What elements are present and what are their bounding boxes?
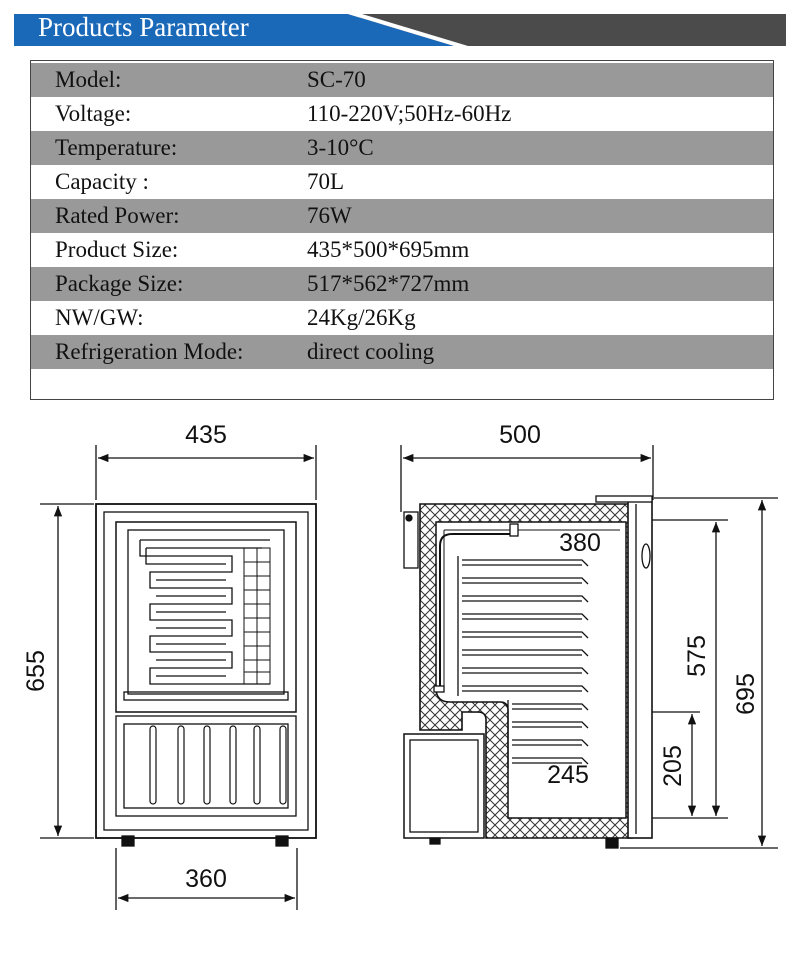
dim-inner-depth: 380 (559, 529, 601, 557)
spec-label: Product Size: (55, 237, 179, 262)
spec-table (30, 60, 774, 400)
spec-label: Package Size: (55, 271, 184, 296)
spec-value: 435*500*695mm (307, 237, 470, 262)
front-foot-right (276, 836, 288, 846)
spec-value: 517*562*727mm (307, 271, 470, 296)
technical-drawing (0, 400, 800, 972)
dim-side-depth: 500 (499, 421, 541, 449)
spec-value: 24Kg/26Kg (307, 305, 416, 330)
spec-label: NW/GW: (55, 305, 144, 330)
dim-lower-height: 205 (659, 745, 687, 787)
spec-row (31, 199, 773, 233)
spec-value: SC-70 (307, 67, 366, 92)
spec-row (31, 131, 773, 165)
spec-row (31, 63, 773, 97)
spec-label: Refrigeration Mode: (55, 339, 244, 364)
side-view (401, 445, 778, 848)
header-banner (0, 0, 800, 60)
front-view (40, 445, 316, 910)
dim-inner-height: 575 (683, 635, 711, 677)
compressor-box (404, 734, 484, 838)
spec-label: Temperature: (55, 135, 178, 160)
spec-value: 110-220V;50Hz-60Hz (307, 101, 512, 126)
spec-value: direct cooling (307, 339, 435, 364)
spec-value: 3-10°C (307, 135, 374, 160)
spec-value: 70L (307, 169, 345, 194)
door-handle (642, 544, 650, 568)
side-foot (606, 838, 618, 848)
front-cabinet-outline (96, 504, 316, 838)
spec-row (31, 335, 773, 369)
spec-row (31, 301, 773, 335)
dim-lower-depth: 245 (547, 761, 589, 789)
spec-label: Voltage: (55, 101, 132, 126)
spec-row (31, 97, 773, 131)
dim-front-height: 655 (22, 650, 50, 692)
spec-label: Rated Power: (55, 203, 180, 228)
spec-row (31, 233, 773, 267)
front-foot-left (122, 836, 134, 846)
spec-label: Model: (55, 67, 122, 92)
dim-overall-height: 695 (732, 673, 760, 715)
dim-front-base: 360 (185, 865, 227, 893)
spec-value: 76W (307, 203, 352, 228)
lower-ribs (150, 726, 286, 804)
page-title: Products Parameter (38, 12, 249, 42)
spec-label: Capacity : (55, 169, 149, 194)
spec-row (31, 165, 773, 199)
spec-row (31, 267, 773, 301)
drawing-svg (0, 400, 800, 972)
dim-front-width: 435 (185, 421, 227, 449)
evaporator-grid (244, 548, 270, 684)
